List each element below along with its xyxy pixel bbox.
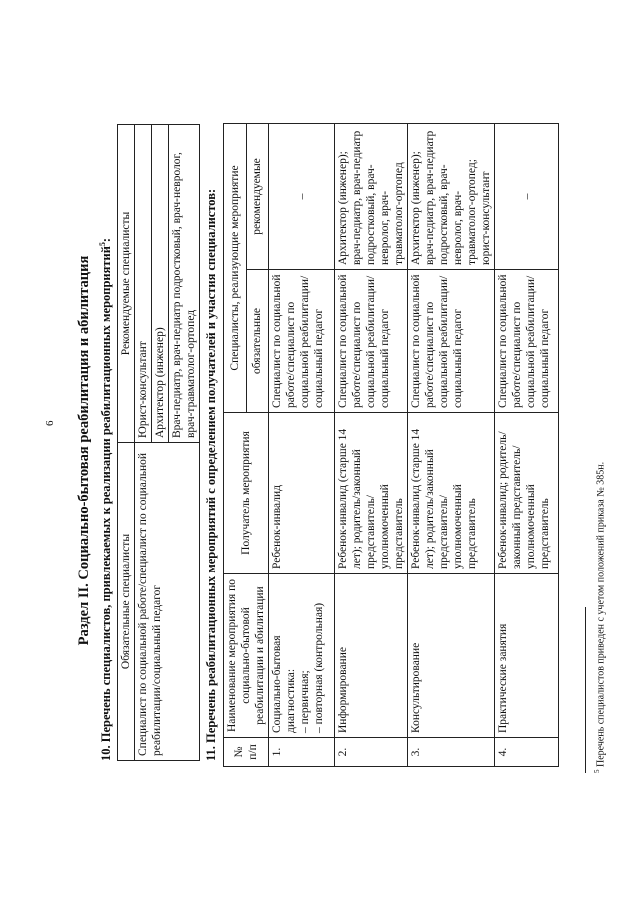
row-number: 2. [335,738,408,767]
table-row [335,124,408,767]
measure-name: Социально-бытовая диагностика: – первичная; – повторная (контрольная) [269,574,335,738]
recommended-header: Рекомендуемые специалисты [118,125,135,443]
recipient: Ребенок-инвалид (старше 14 лет); родитель/законный представитель/уполномоченный представитель [408,413,495,574]
recipient: Ребенок-инвалид [269,413,335,574]
mandatory-subheader: обязательные [246,270,269,413]
recommended-specialist: Юрист-консультант [135,125,152,443]
list10-caption: 10. Перечень специалистов, привлекаемых к реализации реабилитационных мероприятий$^5$: [98,237,114,761]
specialists-table [117,124,200,761]
measures-table [223,123,559,767]
list11-caption: 11. Перечень реабилитационных мероприятий с определением получателей и участия специалистов: [204,188,218,761]
row-number: 1. [269,738,335,767]
table-row [269,124,335,767]
measure-name: Информирование [335,574,408,738]
mandatory-header: Обязательные специалисты [118,443,135,761]
num-header: № п/п [224,738,269,767]
recommended-specialists: Архитектор (инженер); врач-педиатр, врач-педиатр подростковый, врач-невролог, врач-травматолог-ортопед; юрист-консультант [408,124,495,270]
mandatory-specialists: Специалист по социальной работе/специалист по социальной реабилитации/социальный педагог [135,443,200,761]
table-row [408,124,495,767]
recommended-specialists: – [269,124,335,270]
recommended-specialist: Архитектор (инженер) [152,125,169,443]
mandatory-specialists: Специалист по социальной работе/специалист по социальной реабилитации/социальный педагог [495,270,559,413]
recipient-header: Получатель мероприятия [224,413,269,574]
row-number: 4. [495,738,559,767]
footnote: $^5$ Перечень специалистов приведен с учетом положений приказа № 385н. [593,461,607,773]
mandatory-specialists: Специалист по социальной работе/специалист по социальной реабилитации/социальный педагог [335,270,408,413]
recommended-specialist: Врач-педиатр, врач-педиатр подростковый, врач-невролог, врач-травматолог-ортопед [169,125,200,443]
list-item: – повторная (контрольная) [312,578,326,733]
page-number: 6 [44,420,56,426]
mandatory-specialists: Специалист по социальной работе/специалист по социальной реабилитации/социальный педагог [269,270,335,413]
recommended-specialists: Архитектор (инженер); врач-педиатр, врач-педиатр подростковый, врач-невролог, врач-травматолог-ортопед [335,124,408,270]
recommended-subheader: рекомендуемые [246,124,269,270]
row-number: 3. [408,738,495,767]
footnote-divider [585,607,586,773]
recommended-specialists: – [495,124,559,270]
measure-name: Консультирование [408,574,495,738]
recipient: Ребенок-инвалид; родитель/законный представитель/уполномоченный представитель [495,413,559,574]
mandatory-specialists: Специалист по социальной работе/специалист по социальной реабилитации/социальный педагог [408,270,495,413]
specialists-header: Специалисты, реализующие мероприятие [224,124,247,413]
name-header: Наименование мероприятия по социально-бытовой реабилитации и абилитации [224,574,269,738]
table-row [495,124,559,767]
list-item: – первичная; [298,578,312,733]
measure-name: Практические занятия [495,574,559,738]
section-title: Раздел II. Социально-бытовая реабилитация и абилитация [76,255,92,646]
recipient: Ребенок-инвалид (старше 14 лет); родитель/законный представитель/уполномоченный представитель [335,413,408,574]
